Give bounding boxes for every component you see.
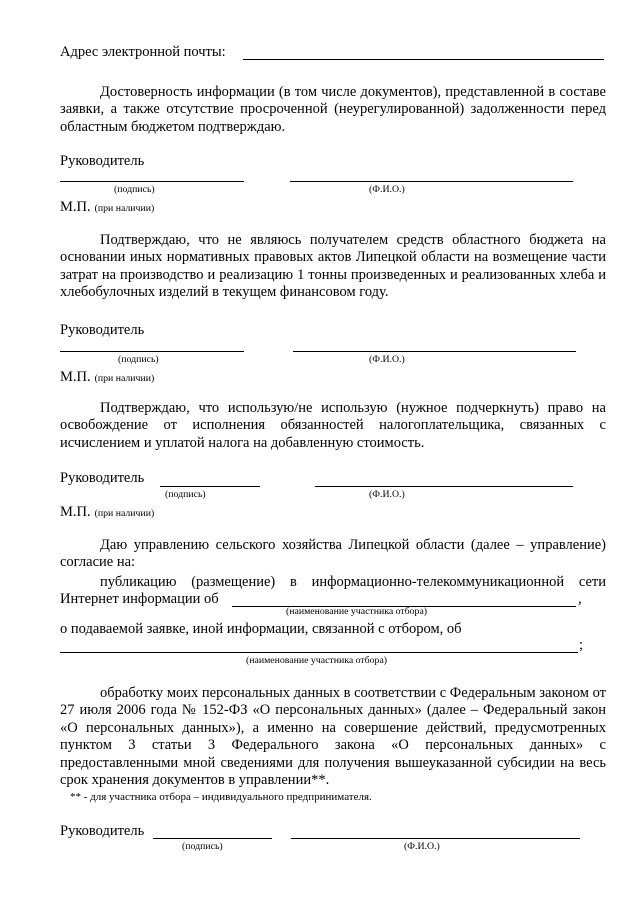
stamp-place xyxy=(60,503,154,521)
publication-consent: публикацию (размещение) в информационно-телекоммуникационной сети xyxy=(100,574,606,590)
head-label: Руководитель xyxy=(60,470,145,486)
personal-data-consent: обработку моих персональных данных в соответствии с Федеральным законом от 27 июля 2006 года № 152-ФЗ «О персональных данных» (далее – Федеральный закон «О персональных данных»), а именно на совершение действий, предусмотренных пунктом 3 статьи 3 Федерального закона «О персональных данных» с предоставленными мной сведениями для получения вышеуказанной субсидии на весь срок хранения документов в управлении**. xyxy=(60,685,606,789)
mp-label: М.П. xyxy=(60,199,91,215)
fio-caption: (Ф.И.О.) xyxy=(369,184,405,195)
fio-field[interactable] xyxy=(293,351,576,352)
signature-field[interactable] xyxy=(60,181,244,182)
head-label: Руководитель xyxy=(60,153,145,169)
signature-field[interactable] xyxy=(160,486,260,487)
participant-caption: (наименование участника отбора) xyxy=(286,606,428,617)
footnote: ** - для участника отбора – индивидуального предпринимателя. xyxy=(70,791,372,803)
mp-note: (при наличии) xyxy=(94,373,155,384)
signature-field[interactable] xyxy=(60,351,244,352)
mp-label: М.П. xyxy=(60,504,91,520)
participant-name-field[interactable] xyxy=(60,652,578,653)
signature-field[interactable] xyxy=(153,838,272,839)
fio-caption: (Ф.И.О.) xyxy=(404,841,440,852)
fio-field[interactable] xyxy=(315,486,573,487)
confirmation-paragraph: Достоверность информации (в том числе документов), представленной в составе заявки, а также отсутствие просроченной (неурегулированной) задолженности перед областным бюджетом подтверждаю. xyxy=(60,84,606,135)
semicolon: ; xyxy=(579,637,584,653)
mp-note: (при наличии) xyxy=(94,508,155,519)
head-label: Руководитель xyxy=(60,823,145,839)
email-label: Адрес электронной почты: xyxy=(60,44,226,60)
stamp-place xyxy=(60,198,154,216)
fio-field[interactable] xyxy=(291,838,580,839)
mp-label: М.П. xyxy=(60,369,91,385)
signature-caption: (подпись) xyxy=(114,184,155,195)
vat-paragraph: Подтверждаю, что использую/не использую (нужное подчеркнуть) право на освобождение от исполнения обязанностей налогоплательщика, связанных с исчислением и уплатой налога на добавленную стоимость. xyxy=(60,400,606,451)
participant-caption: (наименование участника отбора) xyxy=(246,655,388,666)
signature-caption: (подпись) xyxy=(182,841,223,852)
signature-caption: (подпись) xyxy=(118,354,159,365)
mp-note: (при наличии) xyxy=(94,203,155,214)
non-recipient-paragraph: Подтверждаю, что не являюсь получателем средств областного бюджета на основании иных нормативных правовых актов Липецкой области на возмещение части затрат на производство и реализацию 1 тонны произведенных и реализованных хлеба и хлебобулочных изделий в текущем финансовом году. xyxy=(60,232,606,301)
head-label: Руководитель xyxy=(60,322,145,338)
comma: , xyxy=(578,591,582,607)
fio-caption: (Ф.И.О.) xyxy=(369,354,405,365)
stamp-place xyxy=(60,368,154,386)
fio-field[interactable] xyxy=(290,181,573,182)
consent-intro: Даю управлению сельского хозяйства Липецкой области (далее – управление) согласие на: xyxy=(60,537,606,571)
fio-caption: (Ф.И.О.) xyxy=(369,489,405,500)
email-field[interactable] xyxy=(243,59,604,60)
application-info-label: о подаваемой заявке, иной информации, связанной с отбором, об xyxy=(60,621,462,637)
internet-info-label: Интернет информации об xyxy=(60,591,219,607)
signature-caption: (подпись) xyxy=(165,489,206,500)
